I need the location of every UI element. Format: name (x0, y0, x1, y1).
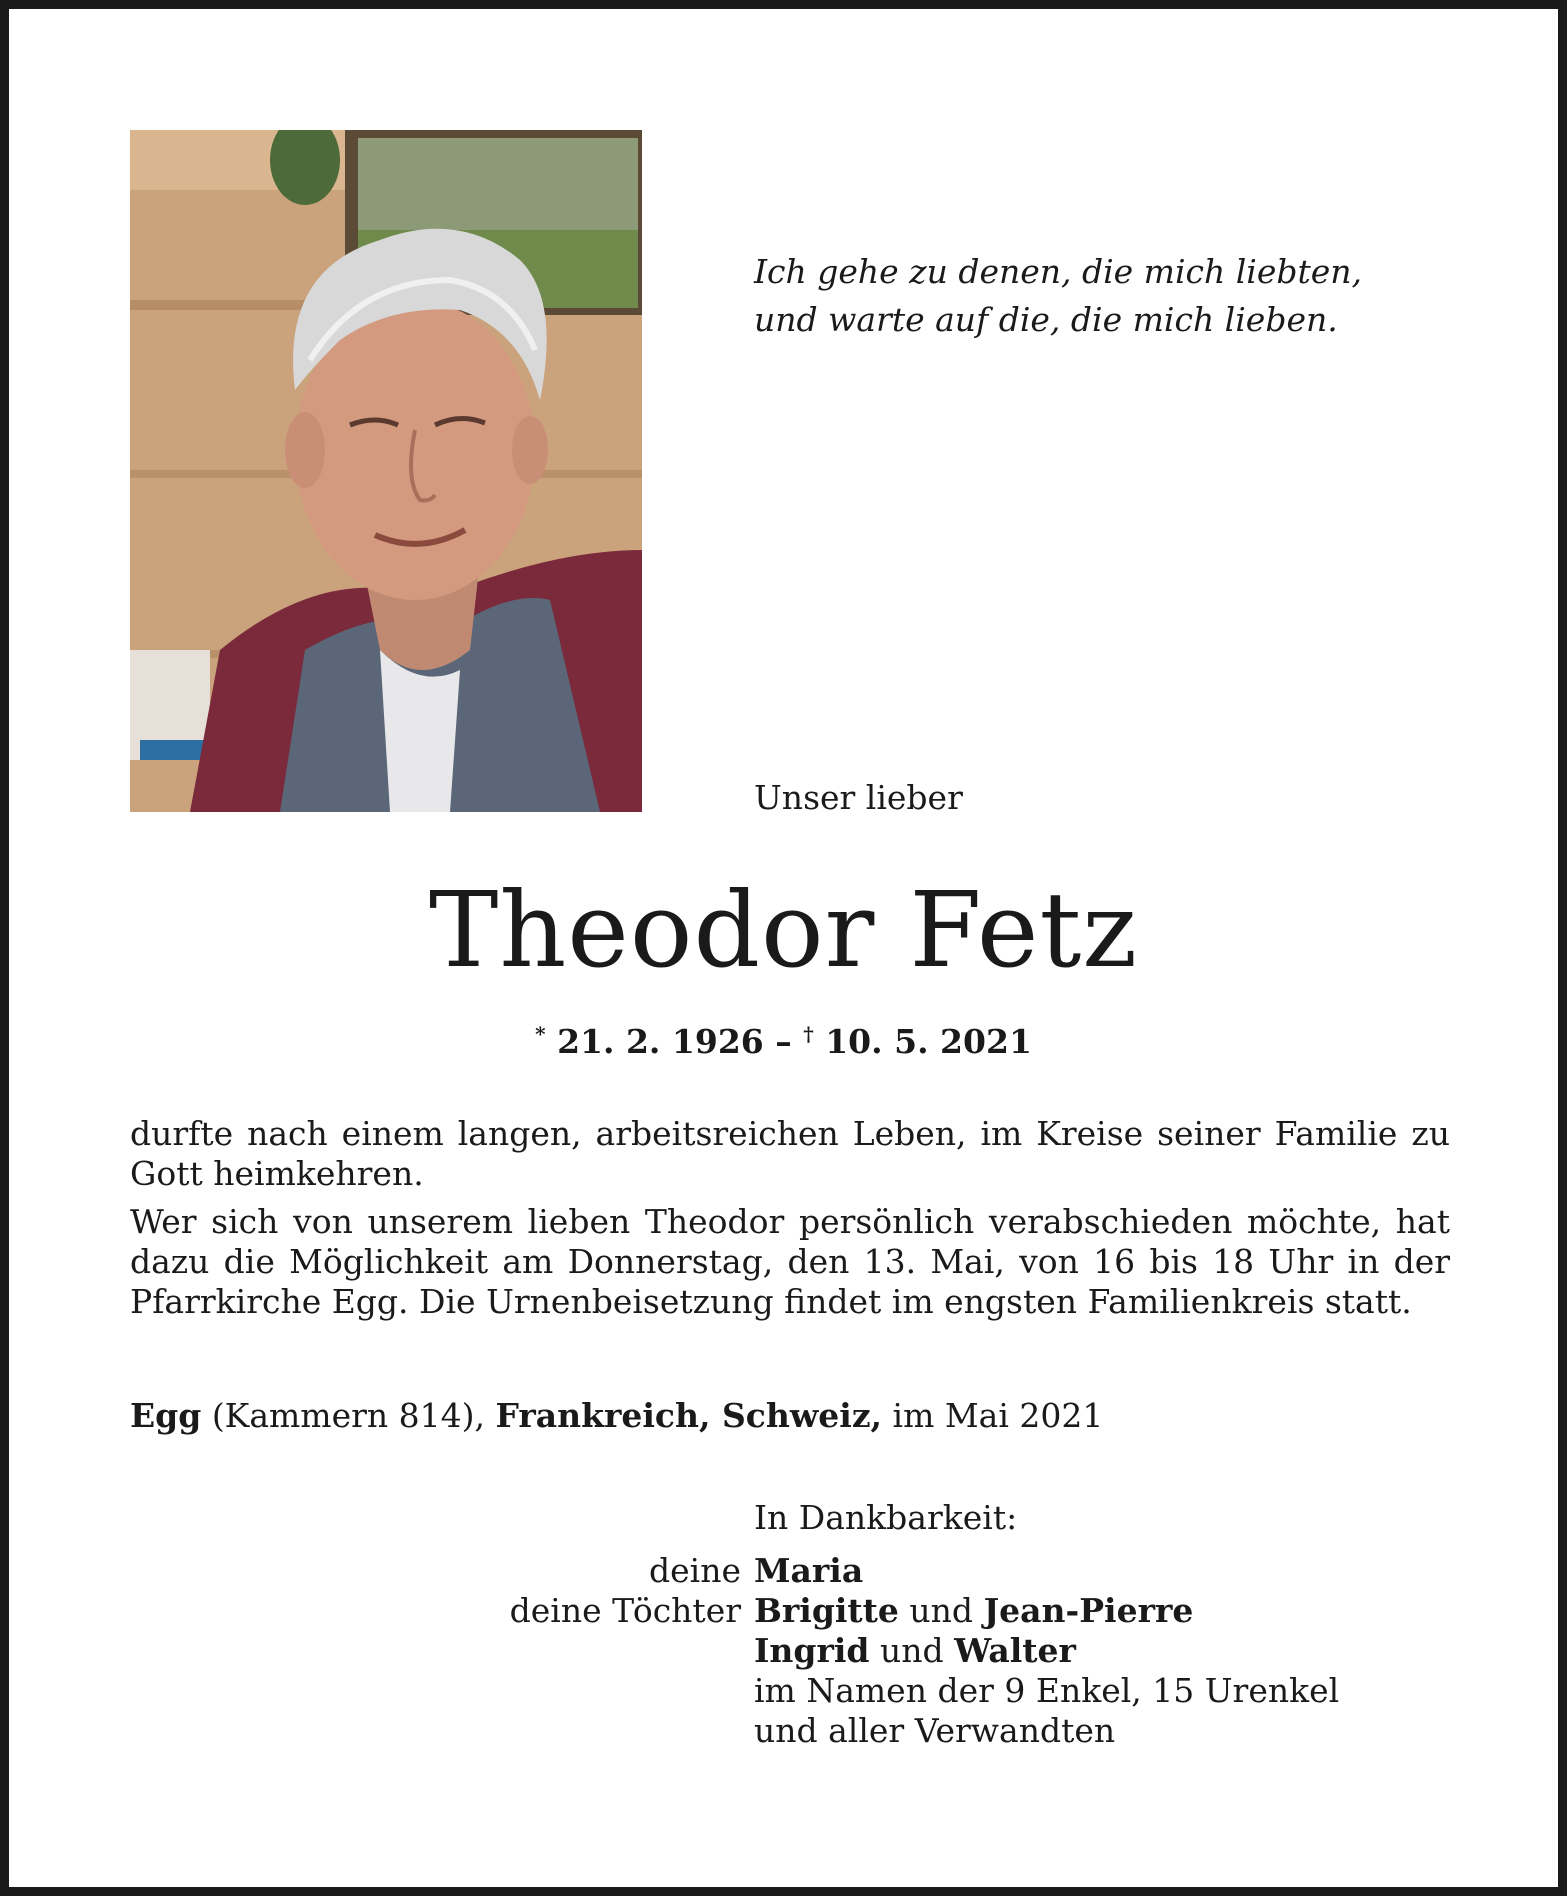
place-countries: Frankreich, Schweiz, (495, 1396, 883, 1435)
daughter-1-and: und (909, 1591, 974, 1630)
thanks-heading: In Dankbarkeit: (754, 1498, 1018, 1537)
portrait-photo (130, 130, 642, 812)
portrait-image (130, 130, 642, 812)
date-separator: – (775, 1022, 792, 1061)
deceased-name: Theodor Fetz (428, 869, 1139, 991)
quote-line-1: Ich gehe zu denen, die mich liebten, (754, 252, 1363, 291)
intro-text: Unser lieber (754, 778, 963, 817)
life-dates (0, 1012, 1567, 1064)
signer-row-daughter-2 (0, 1631, 1567, 1671)
death-date: 10. 5. 2021 (825, 1022, 1032, 1061)
quote-line-2: und warte auf die, die mich lieben. (754, 300, 1338, 339)
signer-row-wife (0, 1551, 1567, 1591)
grandchildren-text: im Namen der 9 Enkel, 15 Urenkel (754, 1671, 1340, 1710)
quote (754, 248, 1474, 344)
daughters-label: deine Töchter (509, 1591, 741, 1630)
birth-date: 21. 2. 1926 (557, 1022, 764, 1061)
signer-row-daughter-1 (0, 1591, 1567, 1631)
relatives-text: und aller Verwandten (754, 1711, 1116, 1750)
daughter-1-name: Brigitte (754, 1591, 899, 1630)
daughter-2-name: Ingrid (754, 1631, 870, 1670)
signer-row-grandchildren (0, 1671, 1567, 1711)
place-town: Egg (130, 1396, 202, 1435)
birth-symbol: * (535, 1022, 546, 1046)
body-paragraph-2: Wer sich von unserem lieben Theodor persönlich verabschieden möchte, hat dazu die Möglichkeit am Donnerstag, den 13. Mai, von 16 bis 18 Uhr in der Pfarrkirche Egg. Die Urnenbeisetzung findet im engsten Familienkreis statt. (130, 1202, 1450, 1321)
daughter-2-partner: Walter (954, 1631, 1076, 1670)
daughter-2-and: und (880, 1631, 944, 1670)
place-date: im Mai 2021 (892, 1396, 1104, 1435)
signers-list (0, 1551, 1567, 1751)
wife-label: deine (649, 1551, 741, 1590)
body-paragraph-1: durfte nach einem langen, arbeitsreichen Leben, im Kreise seiner Familie zu Gott heimkehren. (130, 1114, 1450, 1193)
death-symbol: † (803, 1022, 814, 1046)
obituary-body (130, 1114, 1450, 1330)
signer-row-relatives (0, 1711, 1567, 1751)
place-address: (Kammern 814), (211, 1396, 485, 1435)
place-line (130, 1394, 1450, 1438)
daughter-1-partner: Jean-Pierre (983, 1591, 1194, 1630)
wife-name: Maria (754, 1551, 864, 1590)
